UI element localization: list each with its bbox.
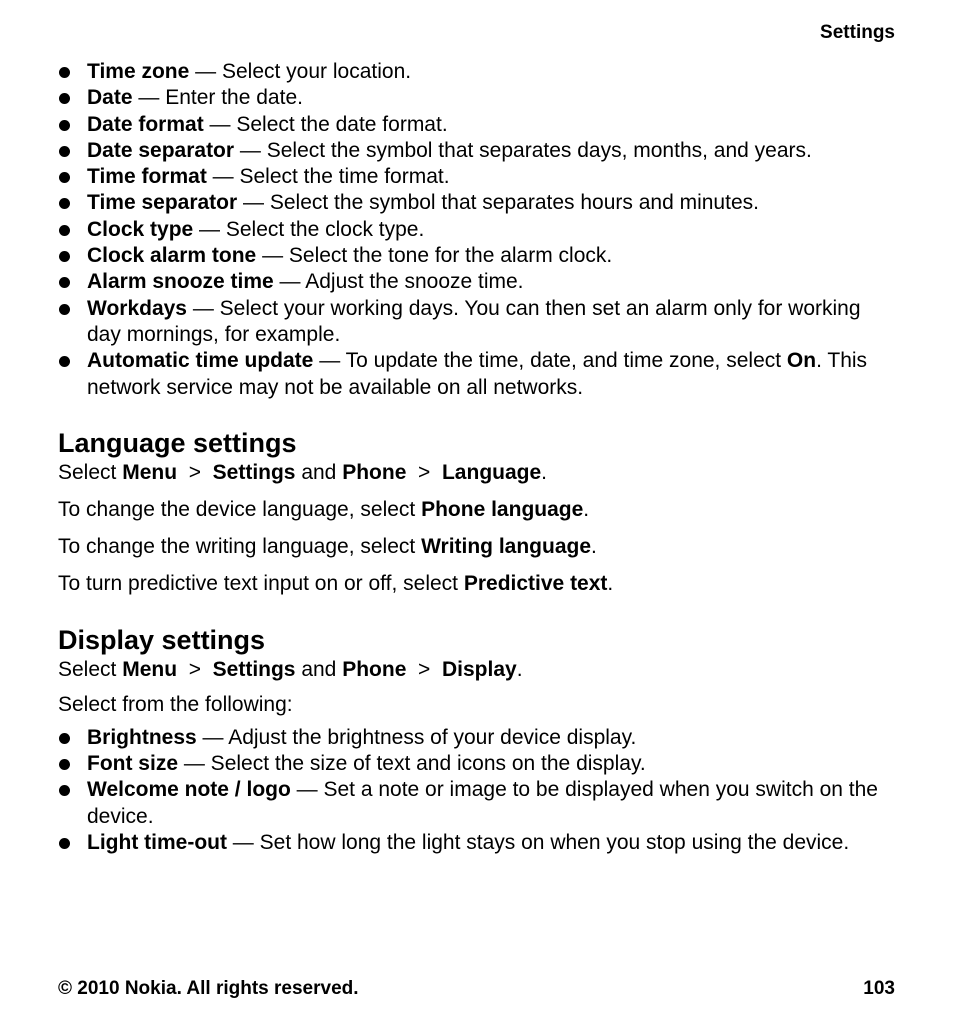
option-term: Time format bbox=[87, 165, 207, 189]
paragraph-text: To turn predictive text input on or off, select bbox=[58, 571, 464, 595]
bullet-icon bbox=[59, 225, 70, 236]
writing-language-paragraph bbox=[58, 534, 898, 560]
list-item bbox=[58, 751, 898, 777]
list-item bbox=[58, 217, 898, 243]
path-prefix: Select bbox=[58, 657, 123, 681]
paragraph-text: To change the device language, select bbox=[58, 497, 422, 521]
option-description: — Select the clock type. bbox=[193, 217, 425, 241]
path-and: and bbox=[295, 657, 343, 681]
path-period: . bbox=[541, 460, 548, 484]
option-term: Alarm snooze time bbox=[87, 270, 274, 294]
time-settings-list bbox=[58, 59, 898, 401]
list-item bbox=[58, 112, 898, 138]
bullet-icon bbox=[59, 146, 70, 157]
option-description-end: . This network service may not be available on all networks. bbox=[87, 349, 868, 399]
display-settings-heading: Display settings bbox=[58, 624, 266, 655]
list-item bbox=[58, 269, 898, 295]
path-period: . bbox=[516, 657, 523, 681]
list-item bbox=[58, 777, 898, 830]
list-item bbox=[58, 138, 898, 164]
option-description: — Select your working days. You can then set an alarm only for working day mornings, for example. bbox=[87, 296, 861, 346]
option-term: Automatic time update bbox=[87, 349, 314, 373]
option-term: Clock type bbox=[87, 217, 194, 241]
option-term: Workdays bbox=[87, 296, 187, 320]
option-term: Time zone bbox=[87, 60, 190, 83]
bullet-icon bbox=[59, 304, 70, 315]
on-option: On bbox=[786, 349, 817, 373]
path-display: Display bbox=[441, 657, 517, 681]
list-item bbox=[58, 830, 898, 856]
option-description: — Select your location. bbox=[189, 60, 412, 83]
path-separator: > bbox=[177, 657, 213, 681]
option-term: Clock alarm tone bbox=[87, 244, 257, 268]
path-separator: > bbox=[406, 460, 442, 484]
device-language-paragraph bbox=[58, 497, 898, 523]
display-menu-path bbox=[58, 657, 898, 683]
option-term: Date format bbox=[87, 112, 204, 136]
bullet-icon bbox=[59, 838, 70, 849]
path-menu: Menu bbox=[122, 657, 178, 681]
option-term: Time separator bbox=[87, 191, 238, 215]
list-item bbox=[58, 348, 898, 401]
predictive-text-paragraph bbox=[58, 571, 898, 597]
bullet-icon bbox=[59, 93, 70, 104]
bullet-icon bbox=[59, 733, 70, 744]
list-item bbox=[58, 190, 898, 216]
path-menu: Menu bbox=[122, 460, 178, 484]
list-item bbox=[58, 59, 898, 85]
path-settings: Settings bbox=[212, 657, 296, 681]
language-menu-path bbox=[58, 460, 898, 486]
option-description: — To update the time, date, and time zone, select bbox=[313, 349, 787, 373]
bullet-icon bbox=[59, 759, 70, 770]
option-term: Date bbox=[87, 86, 133, 110]
path-phone: Phone bbox=[342, 657, 407, 681]
option-description: — Adjust the brightness of your device display. bbox=[196, 725, 637, 749]
option-description: — Adjust the snooze time. bbox=[273, 270, 524, 294]
option-description: — Select the tone for the alarm clock. bbox=[256, 244, 613, 268]
option-term: Date separator bbox=[87, 138, 235, 162]
paragraph-text: To change the writing language, select bbox=[58, 534, 422, 558]
path-prefix: Select bbox=[58, 460, 123, 484]
path-separator: > bbox=[177, 460, 213, 484]
option-description: — Select the time format. bbox=[206, 165, 450, 189]
bullet-icon bbox=[59, 67, 70, 78]
option-term: Brightness bbox=[87, 725, 197, 749]
option-description: — Select the date format. bbox=[203, 112, 448, 136]
predictive-text-option: Predictive text bbox=[463, 571, 608, 595]
bullet-icon bbox=[59, 198, 70, 209]
option-description: — Select the symbol that separates days, months, and years. bbox=[234, 138, 812, 162]
display-settings-list bbox=[58, 725, 898, 856]
paragraph-period: . bbox=[607, 571, 614, 595]
list-item bbox=[58, 725, 898, 751]
bullet-icon bbox=[59, 785, 70, 796]
path-phone: Phone bbox=[342, 460, 407, 484]
phone-language-option: Phone language bbox=[421, 497, 584, 521]
option-description: — Select the symbol that separates hours and minutes. bbox=[237, 191, 759, 215]
page-number: 103 bbox=[863, 978, 895, 999]
paragraph-period: . bbox=[591, 534, 597, 558]
path-separator: > bbox=[406, 657, 442, 681]
option-description: — Set a note or image to be displayed when you switch on the device. bbox=[87, 778, 878, 828]
language-settings-heading: Language settings bbox=[58, 427, 297, 458]
bullet-icon bbox=[59, 356, 70, 367]
page-content bbox=[58, 59, 898, 856]
bullet-icon bbox=[59, 172, 70, 183]
running-header: Settings bbox=[820, 22, 895, 43]
list-item bbox=[58, 243, 898, 269]
list-item bbox=[58, 85, 898, 111]
option-description: — Set how long the light stays on when you stop using the device. bbox=[226, 831, 850, 855]
bullet-icon bbox=[59, 277, 70, 288]
path-and: and bbox=[295, 460, 343, 484]
bullet-icon bbox=[59, 251, 70, 262]
display-intro: Select from the following: bbox=[58, 692, 293, 716]
option-term: Welcome note / logo bbox=[87, 778, 291, 802]
paragraph-period: . bbox=[583, 497, 590, 521]
path-settings: Settings bbox=[212, 460, 296, 484]
option-description: — Enter the date. bbox=[132, 86, 303, 110]
bullet-icon bbox=[59, 120, 70, 131]
option-term: Light time-out bbox=[87, 831, 227, 855]
writing-language-option: Writing language bbox=[421, 534, 592, 558]
copyright-footer: © 2010 Nokia. All rights reserved. bbox=[58, 978, 359, 999]
option-description: — Select the size of text and icons on the display. bbox=[178, 752, 646, 776]
list-item bbox=[58, 164, 898, 190]
list-item bbox=[58, 296, 898, 349]
option-term: Font size bbox=[87, 752, 179, 776]
path-language: Language bbox=[441, 460, 542, 484]
